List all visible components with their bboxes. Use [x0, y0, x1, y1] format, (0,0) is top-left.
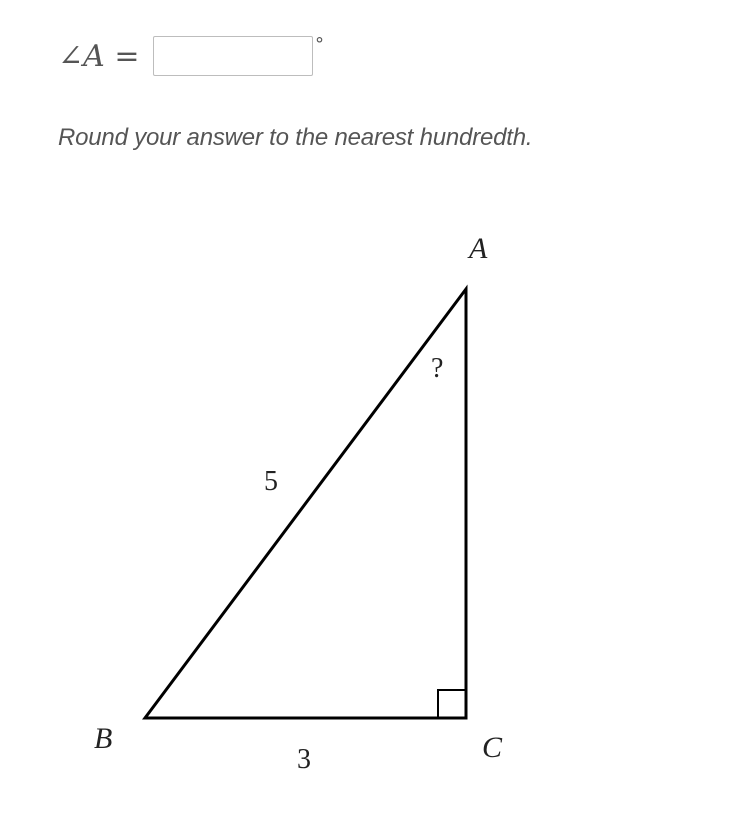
unknown-angle-label: ?: [431, 353, 444, 384]
degree-symbol: °: [315, 34, 325, 55]
triangle-outline: [145, 289, 466, 718]
vertex-label-c: C: [482, 731, 503, 764]
hypotenuse-length-label: 5: [264, 466, 278, 497]
vertex-label-a: A: [469, 232, 488, 265]
instruction-text: Round your answer to the nearest hundredth.: [58, 124, 533, 151]
base-length-label: 3: [297, 744, 311, 775]
vertex-label-b: B: [94, 722, 113, 755]
right-angle-marker: [438, 690, 466, 718]
angle-a-label: ∠A =: [58, 38, 150, 74]
